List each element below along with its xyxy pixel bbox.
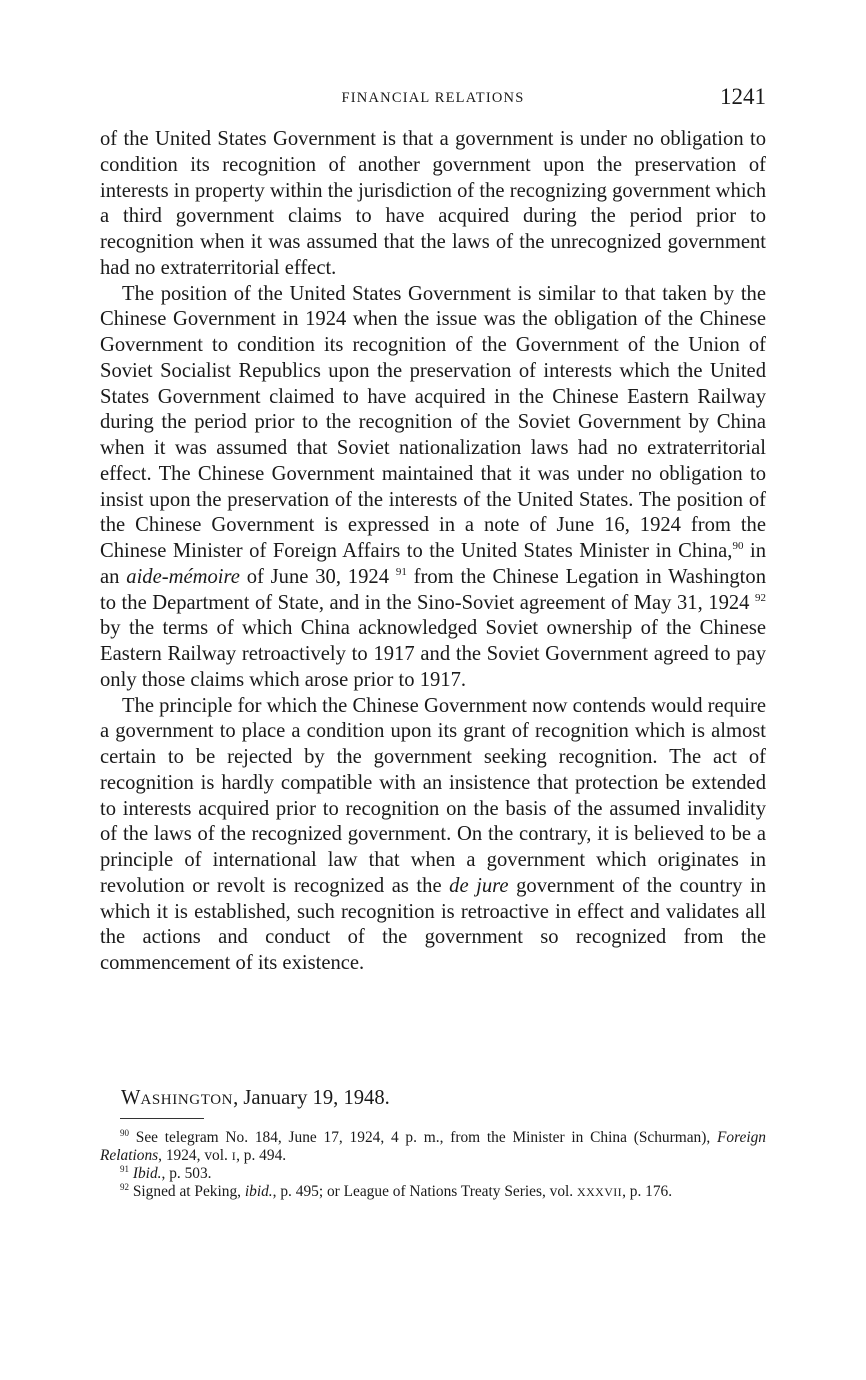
italic-term: aide-mémoire (126, 565, 240, 588)
italic-title: ibid. (244, 1182, 273, 1200)
italic-title: Foreign Relations (100, 1129, 766, 1164)
footnote-text: , p. 494. (236, 1146, 287, 1164)
footnote-text: See telegram No. 184, June 17, 1924, 4 p. m., from the Minister in China (Schurman), (129, 1129, 717, 1146)
paragraph-text: by the terms of which China acknowledged Soviet ownership of the Chinese Eastern Railway retroactively to 1917 and the Soviet Government agreed to pay only those claims which arose prior to 1917. (100, 617, 766, 691)
running-title: FINANCIAL RELATIONS (341, 90, 525, 106)
footnote-marker: 92 (120, 1181, 129, 1192)
running-header (100, 84, 766, 114)
footnotes (100, 1129, 766, 1201)
footnote-90 (100, 1129, 766, 1165)
place-initial: W (121, 1087, 141, 1109)
paragraph-continued (100, 127, 766, 282)
italic-term: de jure (449, 874, 509, 897)
italic-title: Ibid. (132, 1165, 162, 1182)
paragraph-text: of June 30, 1924 (239, 565, 389, 588)
footnote-text: Signed at Peking, (129, 1182, 245, 1200)
footnote-marker: 90 (120, 1128, 129, 1138)
footnote-text: , p. 503. (161, 1165, 212, 1182)
footnote-92 (100, 1183, 766, 1202)
paragraph-principle (100, 694, 766, 977)
paragraph-text: The position of the United States Government is similar to that taken by the Chinese Government in 1924 when the issue was the obligation of the Chinese Government to condition its recognition of the Government of the Union of Soviet Socialist Republics upon the preservation of interests which the United States Government claimed to have acquired in the Chinese Eastern Railway during the period prior to the recognition of the Soviet Government by China when it was assumed that Soviet nationalization laws had no extraterritorial effect. The Chinese Government maintained that it was under no obligation to insist upon the preservation of the interests of the United States. The position of the Chinese Government is expressed in a note of June 16, 1924 from the Chinese Minister of Foreign Affairs to the United States Minister in China, (100, 282, 766, 562)
paragraph-text: government of the country in which it is established, such recognition is retroactive in effect and validates all the actions and conduct of the government so recognized from the commencement of its existence. (100, 874, 766, 974)
date: , January 19, 1948. (233, 1087, 390, 1109)
footnote-text: , p. 176. (622, 1182, 673, 1200)
footnote-text: , p. 495; or League of Nations Treaty Series, vol. (272, 1182, 578, 1200)
footnote-divider (120, 1118, 204, 1119)
volume-numeral: XXXVII (577, 1184, 623, 1199)
paragraph-text: The principle for which the Chinese Government now contends would require a government to place a condition upon its grant of recognition which is almost certain to be rejected by the government seeking recognition. The act of recognition is hardly compatible with an insistence that protection be extended to interests acquired prior to recognition on the basis of the assumed invalidity of the laws of the recognized government. On the contrary, it is believed to be a principle of international law that when a government which originates in revolution or revolt is recognized as the (100, 694, 766, 897)
footnote-reference-92: 92 (755, 591, 766, 604)
footnote-reference-90: 90 (732, 540, 744, 552)
footnote-marker: 91 (120, 1164, 129, 1174)
footnote-reference-91: 91 (395, 565, 407, 578)
page-number: 1241 (720, 84, 766, 109)
paragraph-chinese-position (100, 282, 766, 694)
footnote-91 (100, 1165, 766, 1183)
place-name: ASHINGTON (140, 1092, 234, 1108)
paragraph-text: in an (100, 540, 766, 588)
footnote-text: , 1924, vol. (158, 1146, 232, 1164)
place-date-line (121, 1085, 390, 1113)
volume-numeral: I (231, 1148, 237, 1163)
paragraph-text: from the Chinese Legation in Washington to the Department of State, and in the Sino-Soviet agreement of May 31, 1924 (100, 565, 766, 614)
body-text (100, 127, 766, 977)
paragraph-text: of the United States Government is that a government is under no obligation to condition its recognition of another government upon the preservation of interests in property within the jurisdiction of the recognizing government which a third government claims to have acquired during the period prior to recognition when it was assumed that the laws of the unrecognized government had no extraterritorial effect. (100, 128, 766, 279)
